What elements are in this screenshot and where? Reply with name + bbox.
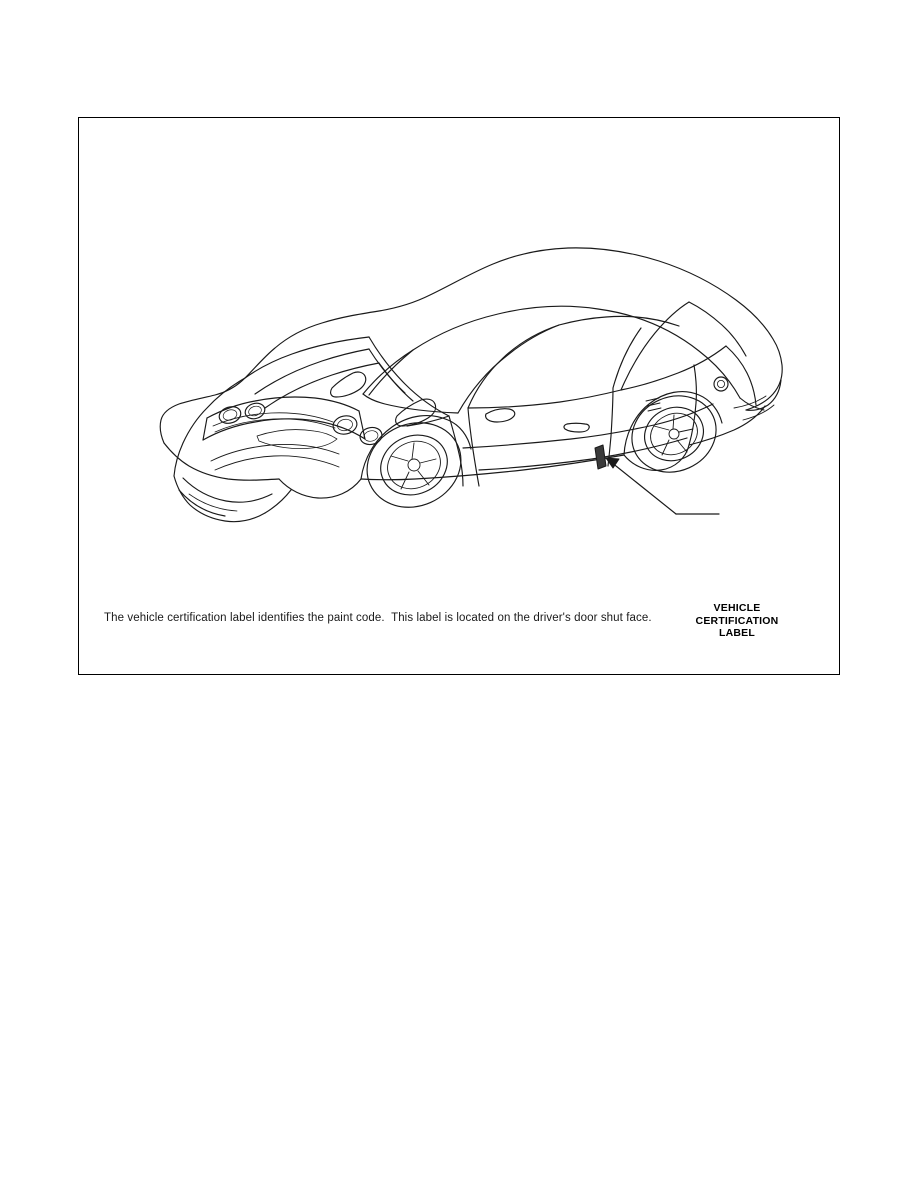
figure-frame (78, 117, 840, 675)
figure-caption: The vehicle certification label identifies the paint code. This label is located on the driver's door shut face. (104, 612, 652, 624)
vehicle-illustration (79, 118, 839, 608)
car-doors (449, 365, 774, 486)
callout-line-3: LABEL (719, 627, 755, 639)
callout-leader-line (606, 458, 719, 514)
car-hood-front (174, 337, 449, 522)
vehicle-certification-label-marker (595, 445, 606, 469)
callout-line-1: VEHICLE (713, 602, 761, 614)
vehicle-line-drawing (79, 118, 839, 608)
callout-line-2: CERTIFICATION (695, 614, 779, 627)
side-mirror (486, 409, 515, 422)
rear-wheel (620, 383, 729, 486)
car-greenhouse (363, 302, 764, 413)
